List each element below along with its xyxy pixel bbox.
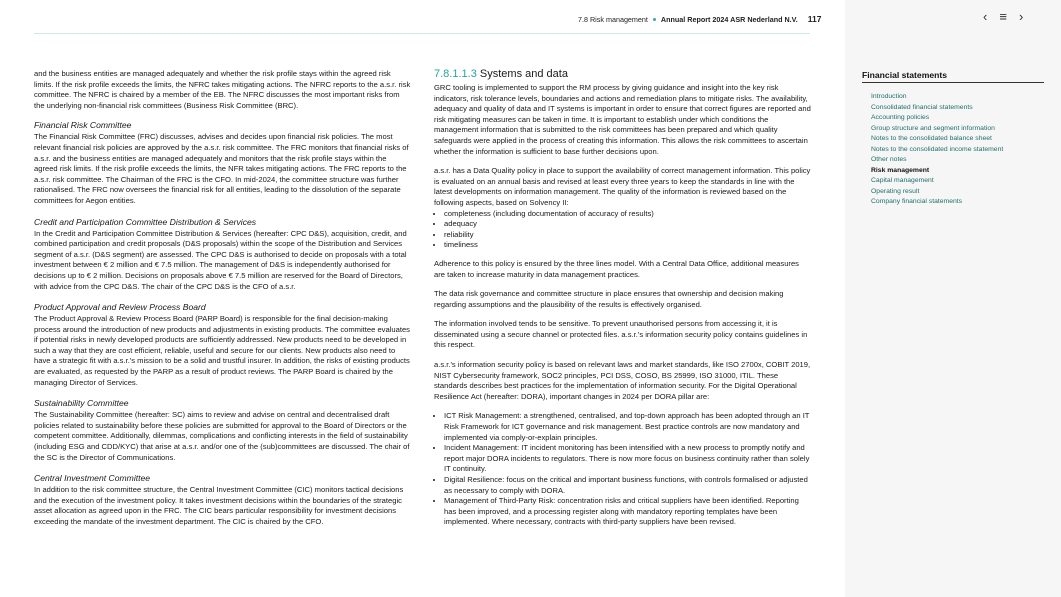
paragraph-sensitive: The information involved tends to be sensitive. To prevent unauthorised persons from accessing it, it is disseminated using a secure channel or protected files. a.s.r.'s information security policy contains guidelines in this respect. [434, 319, 808, 350]
list-item: • completeness (including documentation of accuracy of results) [444, 209, 811, 220]
chevron-right-icon[interactable]: › [1018, 9, 1024, 24]
sidebar-item-company-financial-statements[interactable]: Company financial statements [871, 198, 963, 205]
sidebar-item-capital-management[interactable]: Capital management [871, 177, 934, 184]
section-body-cpc: In the Credit and Participation Committee Distribution & Services (hereafter: CPC D&S), acquisition, credit, and combined participation and credit proposals (D&S proposals) within the scope of the Distribution and Services segment of a.s.r. (D&S segment) are assessed. The CPC D&S is authorised to decide on proposals with a total investment between € 2 million and € 7.5 million. The management of D&S is independently authorised for decisions up to € 2 million. Decisions on proposals above € 7.5 million are reserved for the Board of Directors, with advice from the CPC D&S. The chair of the CPC D&S is the CFO of a.s.r. [34, 228, 407, 291]
menu-icon[interactable]: ≡ [999, 9, 1007, 24]
section-title-frc: Financial Risk Committee [34, 120, 132, 131]
list-item: • timeliness [444, 240, 811, 251]
sidebar-item-consolidated-financial-statements[interactable]: Consolidated financial statements [871, 103, 973, 111]
page-number: 117 [807, 14, 822, 24]
section-heading-number: 7.8.1.1.3 [434, 68, 477, 80]
paragraph-data-quality: a.s.r. has a Data Quality policy in place to support the availability of correct management information. This policy is evaluated on an annual basis and revised at least every three years to keep the standards in line with the latest developments on information management. The quality of the information is reviewed based on the following aspects, based on Solvency II: [434, 166, 811, 207]
sidebar-item-group-structure[interactable]: Group structure and segment information [871, 124, 995, 132]
list-item: • ICT Risk Management: a strengthened, centralised, and top-down approach has been adopted through an IT Risk Framework for ICT governance and risk management. Best practice controls are now mandatory and implemented via comply-or-explain principles. [444, 411, 811, 443]
dora-list [434, 411, 811, 528]
sidebar-item-introduction[interactable]: Introduction [871, 93, 907, 100]
list-item: • Digital Resilience: focus on the critical and important business functions, with controls formalised or adjusted as necessary to comply with DORA. [444, 475, 811, 496]
section-title-parp: Product Approval and Review Process Board [34, 302, 206, 313]
page-header [578, 14, 822, 24]
header-divider [34, 33, 810, 34]
paragraph-security-policy: a.s.r.'s information security policy is based on relevant laws and market standards, like ISO 2700x, COBIT 2019, NIST Cybersecurity framework, SOC2 principles, PCI DSS, COSO, BS 25999, ISO 31000, ITIL. These standards describes best practices for the implementation of information security. For the Digital Operational Resilience Act (hereafter: DORA), important changes in 2024 per DORA pillar are: [434, 360, 811, 401]
section-body-cic: In addition to the risk committee structure, the Central Investment Committee (CIC) monitors tactical decisions and the execution of the investment policy. It takes investment decisions within the boundaries of the strategic asset allocation as agreed upon in the FRC. The CIC bears particular responsibility for investment decisions exceeding the mandate of the investment department. The CIC is chaired by the CFO. [34, 485, 404, 526]
intro-paragraph: and the business entities are managed adequately and whether the risk profile stays within the agreed risk limits. If the risk profile exceeds the limits, the NFRC takes mitigating actions. The NFRC reports to the a.s.r. risk committee. The NFRC is chaired by a member of the EB. The NFRC discusses the most important risks from the underlying non-financial risk committees (Business Risk Committee (BRC). [34, 69, 411, 110]
sidebar-item-notes-balance-sheet[interactable]: Notes to the consolidated balance sheet [871, 135, 992, 142]
paragraph-three-lines: Adherence to this policy is ensured by the three lines model. With a Central Data Office, additional measures are taken to increase maturity in data management practices. [434, 258, 799, 279]
list-item: • Incident Management: IT incident monitoring has been intensified with a new process to promptly notify and report major DORA incidents to regulators. There is now more focus on business continuity rather than solely IT continuity. [444, 443, 811, 475]
header-separator-dot [653, 18, 656, 21]
section-heading-text: Systems and data [479, 68, 568, 80]
sidebar-title: Financial statements [862, 70, 948, 80]
page-navigation [983, 10, 1023, 24]
sidebar-item-accounting-policies[interactable]: Accounting policies [871, 114, 930, 121]
sidebar-item-risk-management[interactable]: Risk management [871, 166, 930, 174]
header-report-title: Annual Report 2024 ASR Nederland N.V. [660, 14, 798, 24]
section-title-cic: Central Investment Committee [34, 473, 151, 484]
left-column [34, 69, 411, 538]
sidebar-item-notes-income-statement[interactable]: Notes to the consolidated income statement [871, 145, 1004, 153]
paragraph-grc: GRC tooling is implemented to support the RM process by giving guidance and insight into the key risk indicators, risk tolerance levels, boundaries and actions and remediation plans to mitigate risks. The availability, adequacy and quality of data and IT systems is important in order to ensure that correct figures are reported and risk mitigating measures can be taken in time. It is important to establish under which conditions the management information that is submitted to the risk committees has been prepared and which quality safeguards were applied in the process of creating this information. This allows the risk committees to ascertain whether the information is sufficient to base further decisions upon. [434, 83, 811, 156]
header-section: 7.8 Risk management [578, 14, 648, 24]
sidebar-item-other-notes[interactable]: Other notes [871, 156, 907, 163]
list-item: • reliability [444, 230, 811, 241]
section-title-cpc: Credit and Participation Committee Distribution & Services [34, 216, 257, 227]
quality-aspects-list [434, 209, 811, 251]
sidebar-divider [862, 82, 1044, 83]
section-body-parp: The Product Approval & Review Process Board (PARP Board) is responsible for the final decision-making process around the introduction of new products and adjustments in existing products. The committee evaluates if potential risks in newly developed products are sufficiently addressed. New products need to be developed in such a way that they are cost efficient, reliable, useful and secure for our clients. New products also need to have a strategic fit with a.s.r.'s mission to be a solid and trustful insurer. In addition, the risks of existing products are evaluated, as requested by the PARP as a result of product reviews. The PARP Board is chaired by the managing Director of Services. [34, 314, 410, 387]
section-body-frc: The Financial Risk Committee (FRC) discusses, advises and decides upon financial risk policies. The most relevant financial risk policies are approved by the a.s.r. risk committee. The FRC monitors that financial risks of a.s.r. and the business entities are managed adequately and monitors that the risk profile stays within the agreed risk limits. If the risk profile exceeds the limits, the NFR takes mitigating actions. The FRC reports to the a.s.r. risk committee. The Chairman of the FRC is the CFO. In mid-2024, the committee structure was further rationalised. The FRC now oversees the financial risk for all entities, leading to the dissolution of the separate committees for Aegon entities. [34, 132, 409, 205]
paragraph-governance: The data risk governance and committee structure in place ensures that ownership and decision making regarding assumptions and the plausibility of the results is effectively organised. [434, 289, 784, 309]
section-body-sc: The Sustainability Committee (hereafter: SC) aims to review and advise on central and decentralised draft policies related to sustainability before these policies are submitted for approval to the Board of Directors or the competent committee. Additionally, dilemmas, complications and conflicting interests in the field of sustainability (including ESG and CDD/KYC) that arise at a.s.r. and/or one of the (sub)committees are discussed. The chair of the SC is the Director of Communications. [34, 410, 410, 462]
financial-statements-panel [845, 0, 1061, 597]
section-title-sc: Sustainability Committee [34, 398, 129, 409]
chevron-left-icon[interactable]: ‹ [983, 9, 988, 24]
middle-column [434, 68, 811, 536]
list-item: • adequacy [444, 219, 811, 230]
list-item: • Management of Third-Party Risk: concentration risks and critical suppliers have been identified. Reporting has been improved, and a processing register along with mandatory reporting templates have been implemented. Where necessary, contracts with third-party suppliers have been revised. [444, 496, 811, 528]
section-heading [434, 68, 811, 81]
sidebar-item-operating-result[interactable]: Operating result [871, 187, 920, 195]
sidebar-toc [871, 92, 1003, 208]
